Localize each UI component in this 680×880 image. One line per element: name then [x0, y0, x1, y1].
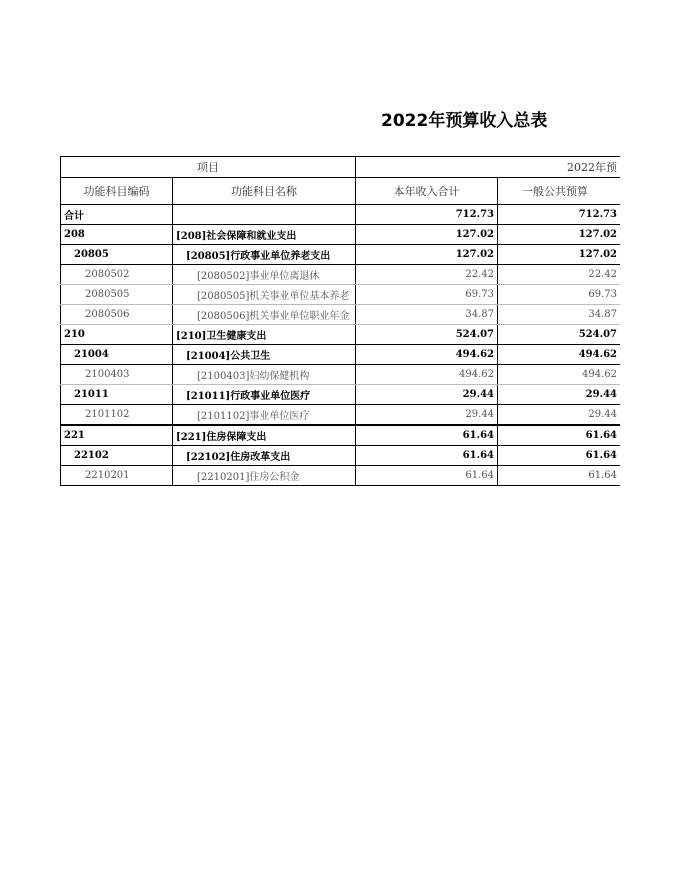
- row-name: [2080505]机关事业单位基本养老: [173, 285, 356, 305]
- row-name: [2101102]事业单位医疗: [173, 405, 356, 426]
- row-total: 34.87: [356, 305, 498, 325]
- row-general: 69.73: [498, 285, 621, 305]
- header-column-row: [61, 178, 621, 205]
- table-row: [61, 405, 621, 426]
- row-name: [221]住房保障支出: [173, 425, 356, 446]
- row-general: 494.62: [498, 365, 621, 385]
- row-general: 34.87: [498, 305, 621, 325]
- row-total: 127.02: [356, 245, 498, 265]
- table-row: [61, 245, 621, 265]
- row-total: 524.07: [356, 325, 498, 345]
- row-name: [20805]行政事业单位养老支出: [173, 245, 356, 265]
- header-group-row: [61, 157, 621, 178]
- row-total: 29.44: [356, 385, 498, 405]
- table-row: [61, 285, 621, 305]
- row-name: [2080502]事业单位离退休: [173, 265, 356, 285]
- row-code: 21004: [61, 345, 173, 365]
- table-row: [61, 466, 621, 486]
- row-code: 2101102: [61, 405, 173, 426]
- row-total: 61.64: [356, 466, 498, 486]
- row-code: 21011: [61, 385, 173, 405]
- row-total: 494.62: [356, 365, 498, 385]
- table-row: [61, 325, 621, 345]
- row-code: 2100403: [61, 365, 173, 385]
- row-name: [22102]住房改革支出: [173, 446, 356, 466]
- table-row: [61, 345, 621, 365]
- row-general: 127.02: [498, 225, 621, 245]
- row-name: [21004]公共卫生: [173, 345, 356, 365]
- row-general: 494.62: [498, 345, 621, 365]
- row-total: 712.73: [356, 205, 498, 225]
- row-general: 524.07: [498, 325, 621, 345]
- table-row: [61, 205, 621, 225]
- header-code: 功能科目编码: [61, 178, 173, 205]
- row-name: [2080506]机关事业单位职业年金: [173, 305, 356, 325]
- table-row: [61, 425, 621, 446]
- row-name: [210]卫生健康支出: [173, 325, 356, 345]
- row-name: [2210201]住房公积金: [173, 466, 356, 486]
- row-name: [2100403]妇幼保健机构: [173, 365, 356, 385]
- row-general: 29.44: [498, 385, 621, 405]
- row-general: 29.44: [498, 405, 621, 426]
- table-row: [61, 265, 621, 285]
- row-general: 61.64: [498, 425, 621, 446]
- row-name: [208]社会保障和就业支出: [173, 225, 356, 245]
- row-code: 210: [61, 325, 173, 345]
- row-total: 61.64: [356, 425, 498, 446]
- table-row: [61, 365, 621, 385]
- row-general: 712.73: [498, 205, 621, 225]
- table-row: [61, 446, 621, 466]
- row-total: 29.44: [356, 405, 498, 426]
- row-total: 22.42: [356, 265, 498, 285]
- page-title: 2022年预算收入总表: [381, 111, 548, 131]
- row-general: 61.64: [498, 446, 621, 466]
- budget-table: [60, 156, 620, 486]
- row-total: 127.02: [356, 225, 498, 245]
- row-code: 208: [61, 225, 173, 245]
- table-row: [61, 385, 621, 405]
- row-name: [173, 205, 356, 225]
- row-total: 494.62: [356, 345, 498, 365]
- row-code: 20805: [61, 245, 173, 265]
- header-item-group: 项目: [61, 157, 356, 178]
- row-code: 221: [61, 425, 173, 446]
- row-code: 2080506: [61, 305, 173, 325]
- row-name: [21011]行政事业单位医疗: [173, 385, 356, 405]
- row-total: 61.64: [356, 446, 498, 466]
- row-code: 2080505: [61, 285, 173, 305]
- row-general: 127.02: [498, 245, 621, 265]
- budget-table-viewport: [60, 156, 620, 492]
- table-row: [61, 225, 621, 245]
- row-general: 22.42: [498, 265, 621, 285]
- row-code: 合计: [61, 205, 173, 225]
- header-total: 本年收入合计: [356, 178, 498, 205]
- row-code: 2080502: [61, 265, 173, 285]
- header-budget-group: 2022年预: [356, 157, 621, 178]
- table-row: [61, 305, 621, 325]
- header-name: 功能科目名称: [173, 178, 356, 205]
- header-general: 一般公共预算: [498, 178, 621, 205]
- row-general: 61.64: [498, 466, 621, 486]
- row-total: 69.73: [356, 285, 498, 305]
- row-code: 2210201: [61, 466, 173, 486]
- row-code: 22102: [61, 446, 173, 466]
